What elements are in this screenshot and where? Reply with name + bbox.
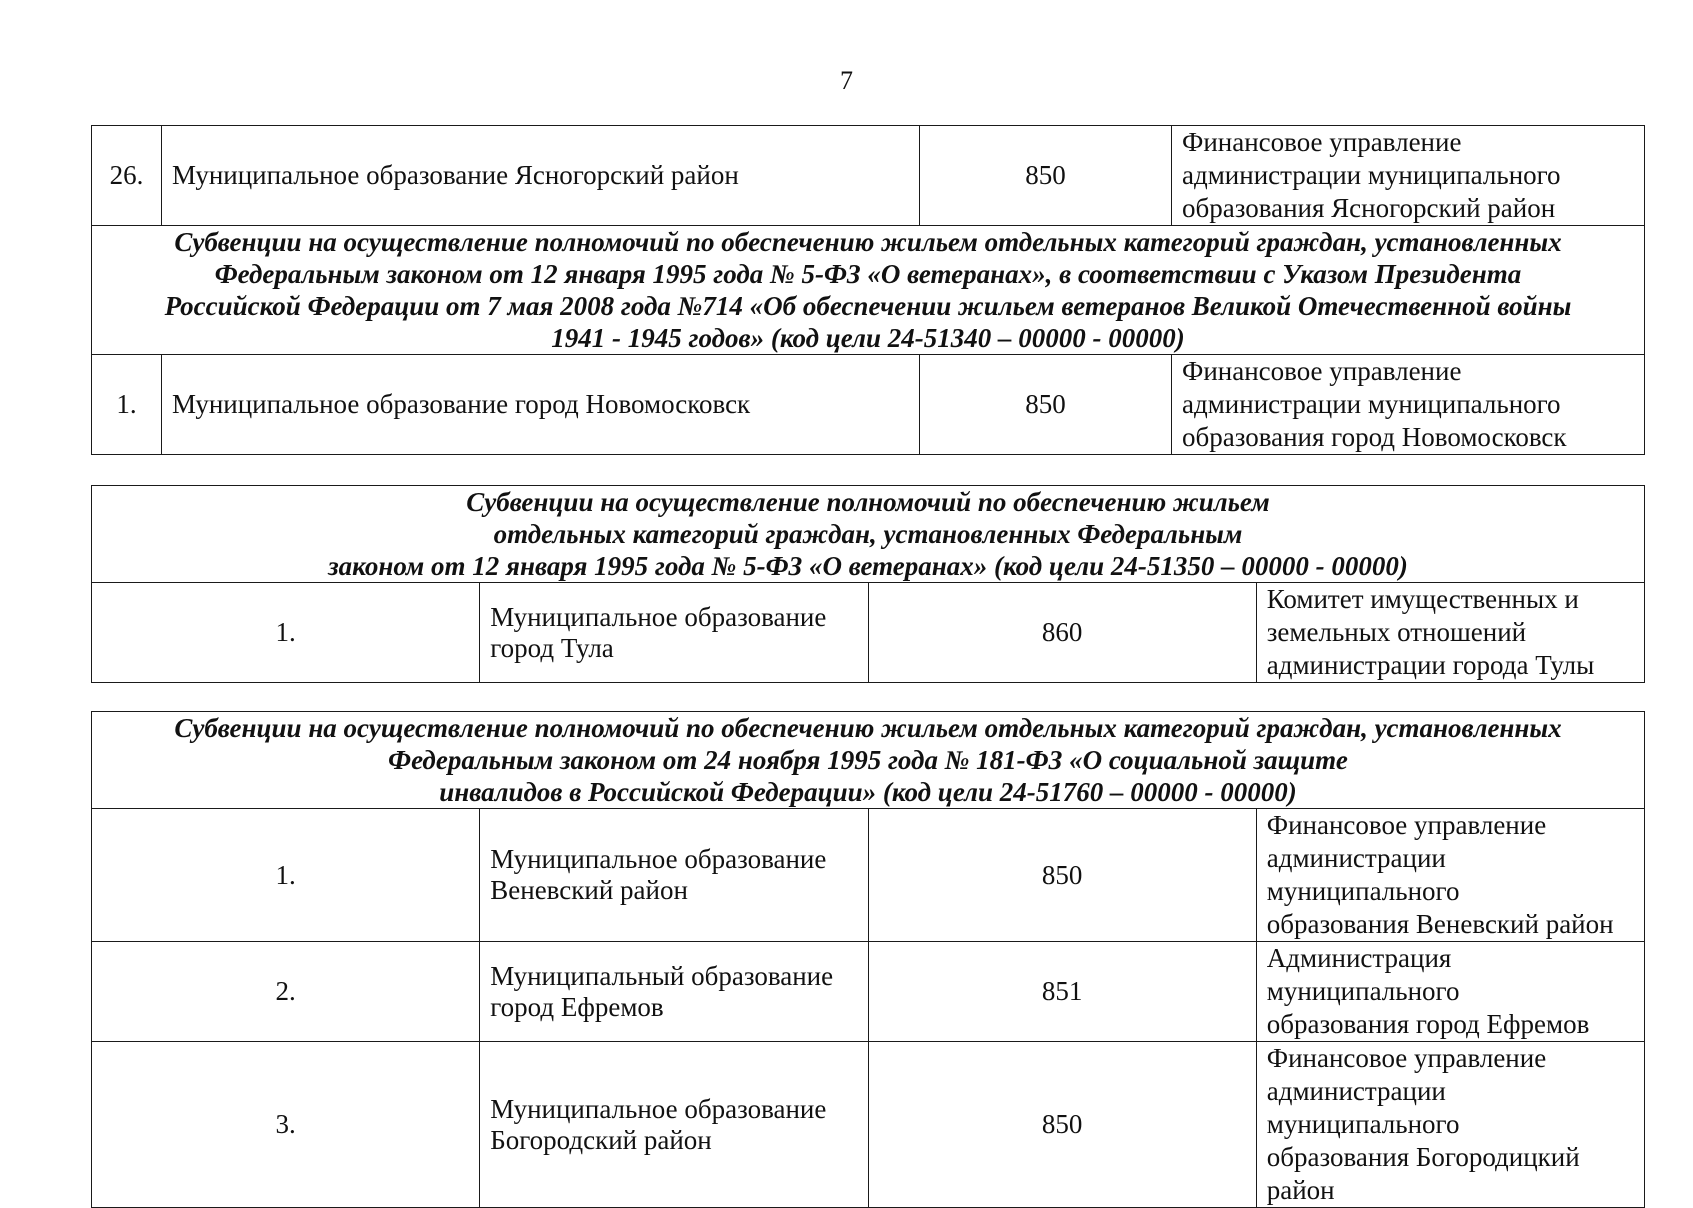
administrator-name <box>1256 1042 1644 1208</box>
table-row <box>92 583 1645 683</box>
section-header <box>92 712 1645 809</box>
municipality-name: Муниципальное образование город Новомосковск <box>162 355 920 455</box>
administrator-name <box>1172 355 1645 455</box>
administrator-name-line: Администрация муниципального <box>1266 943 1460 1006</box>
administrator-code: 850 <box>920 126 1172 226</box>
administrator-name <box>1256 809 1644 942</box>
administrator-name-line: Комитет имущественных и <box>1266 584 1579 614</box>
administrator-name-line: администрации муниципального <box>1266 1076 1460 1139</box>
administrator-name-line: Финансовое управление <box>1266 1043 1547 1073</box>
administrator-name-line: образования Веневский район <box>1266 909 1614 939</box>
section-header-row <box>92 486 1645 583</box>
row-number: 1. <box>92 355 162 455</box>
administrator-code: 850 <box>868 809 1256 942</box>
section-header <box>92 226 1645 355</box>
administrator-name-line: Финансовое управление <box>1266 810 1547 840</box>
administrator-name-line: Финансовое управление <box>1182 356 1462 386</box>
administrator-name-line: администрации муниципального <box>1182 389 1561 419</box>
row-number: 1. <box>92 583 480 683</box>
row-number: 26. <box>92 126 162 226</box>
section-header-line: 1941 - 1945 годов» (код цели 24-51340 – 00000 - 00000) <box>551 323 1185 353</box>
administrator-name-line: администрации муниципального <box>1182 160 1561 190</box>
administrator-name-line: образования Богородицкий район <box>1266 1142 1580 1205</box>
administrator-name <box>1172 126 1645 226</box>
administrator-code: 851 <box>868 942 1256 1042</box>
page-number: 7 <box>840 66 853 95</box>
administrator-name-line: образования город Ефремов <box>1266 1009 1590 1039</box>
section-header-row <box>92 226 1645 355</box>
administrator-name-line: администрации муниципального <box>1266 843 1460 906</box>
section-header-line: Субвенции на осуществление полномочий по обеспечению жильем <box>466 487 1270 517</box>
section-header-line: Российской Федерации от 7 мая 2008 года №714 «Об обеспечении жильем ветеранов Великой Отечественной войны <box>164 291 1572 321</box>
table-row <box>92 1042 1645 1208</box>
administrator-code: 850 <box>868 1042 1256 1208</box>
section-header-line: отдельных категорий граждан, установленных Федеральным <box>493 519 1243 549</box>
administrator-name-line: образования Ясногорский район <box>1182 193 1556 223</box>
section-header-line: Федеральным законом от 12 января 1995 года № 5-ФЗ «О ветеранах», в соответствии с Указом Президента <box>214 259 1522 289</box>
subvention-table-veterans-housing-decree <box>91 125 1645 455</box>
municipality-name: Муниципальный образование город Ефремов <box>480 942 868 1042</box>
administrator-name <box>1256 942 1644 1042</box>
section-header-line: Субвенции на осуществление полномочий по обеспечению жильем отдельных категорий граждан, установленных <box>174 713 1562 743</box>
section-header-line: Субвенции на осуществление полномочий по обеспечению жильем отдельных категорий граждан, установленных <box>174 227 1562 257</box>
section-header-line: законом от 12 января 1995 года № 5-ФЗ «О ветеранах» (код цели 24-51350 – 00000 - 00000) <box>328 551 1408 581</box>
administrator-name-line: земельных отношений <box>1266 617 1527 647</box>
administrator-name-line: Финансовое управление <box>1182 127 1462 157</box>
administrator-code: 850 <box>920 355 1172 455</box>
subvention-table-veterans-housing <box>91 485 1645 683</box>
table-row <box>92 355 1645 455</box>
municipality-name: Муниципальное образование Богородский район <box>480 1042 868 1208</box>
subvention-table-disabled-housing <box>91 711 1645 1208</box>
table-row <box>92 809 1645 942</box>
row-number: 1. <box>92 809 480 942</box>
section-header-row <box>92 712 1645 809</box>
municipality-name: Муниципальное образование Ясногорский район <box>162 126 920 226</box>
table-row <box>92 942 1645 1042</box>
section-header-line: Федеральным законом от 24 ноября 1995 года № 181-ФЗ «О социальной защите <box>388 745 1348 775</box>
table-row <box>92 126 1645 226</box>
section-header <box>92 486 1645 583</box>
row-number: 3. <box>92 1042 480 1208</box>
section-header-line: инвалидов в Российской Федерации» (код цели 24-51760 – 00000 - 00000) <box>439 777 1297 807</box>
municipality-name: Муниципальное образование город Тула <box>480 583 868 683</box>
administrator-code: 860 <box>868 583 1256 683</box>
row-number: 2. <box>92 942 480 1042</box>
administrator-name <box>1256 583 1644 683</box>
municipality-name: Муниципальное образование Веневский район <box>480 809 868 942</box>
administrator-name-line: образования город Новомосковск <box>1182 422 1567 452</box>
administrator-name-line: администрации города Тулы <box>1266 650 1595 680</box>
